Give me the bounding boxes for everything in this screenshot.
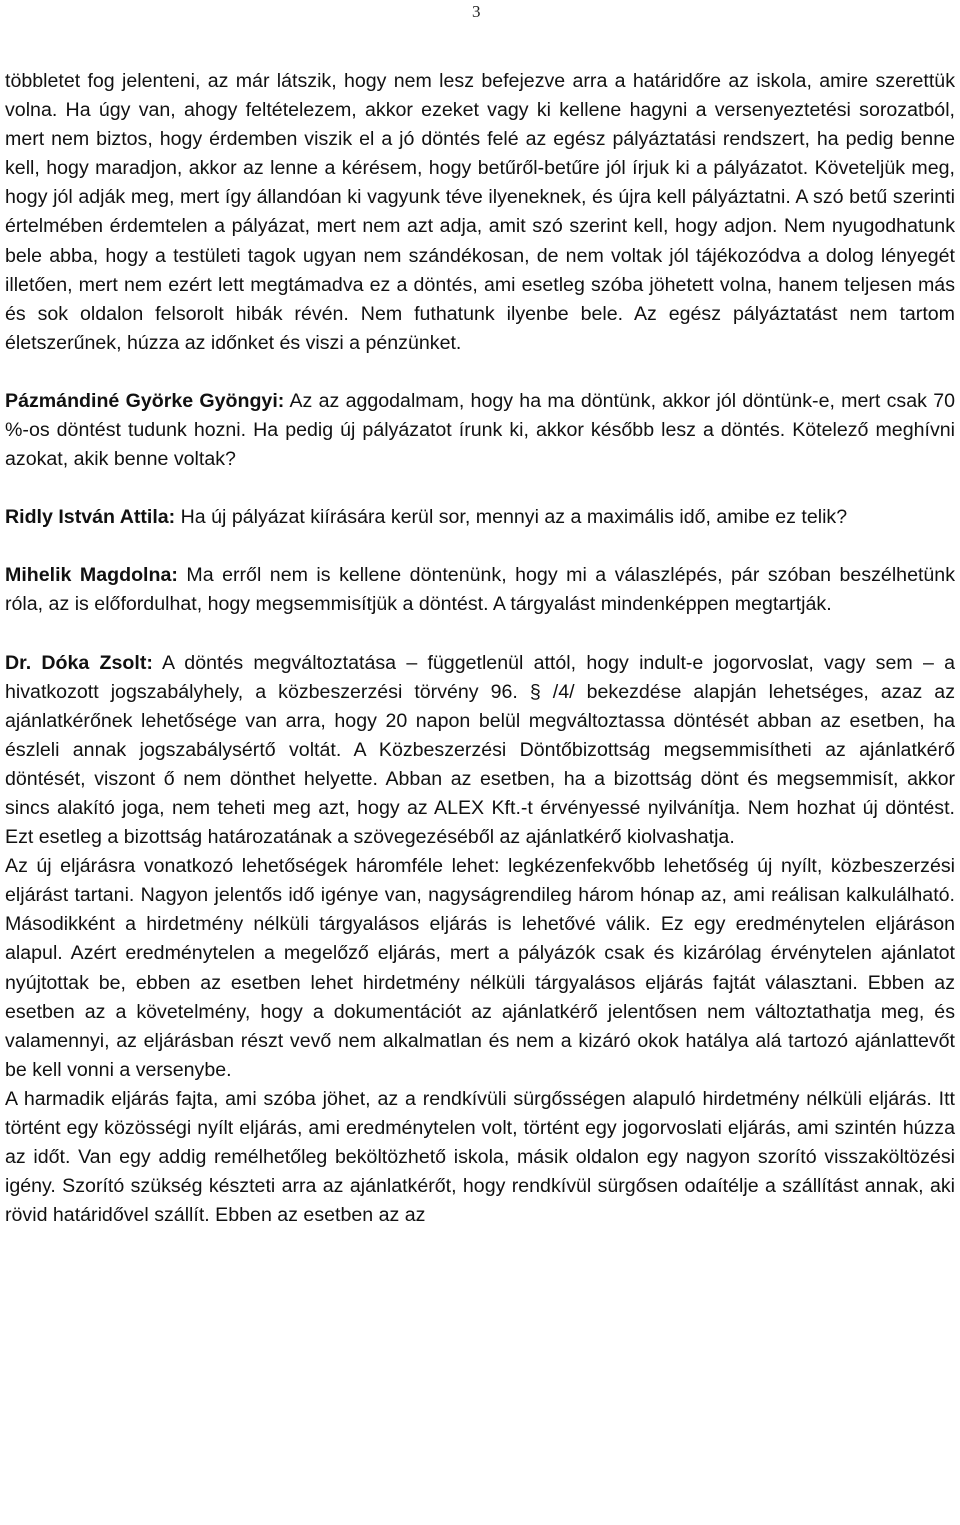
paragraph-mihelik (5, 561, 955, 619)
paragraph-text: Ha új pályázat kiírására kerül sor, mennyi az a maximális idő, amibe ez telik? (175, 506, 848, 529)
speaker-name: Mihelik Magdolna: (5, 564, 178, 587)
paragraph-third-procedure (5, 1085, 955, 1230)
paragraph-new-procedure (5, 852, 955, 1085)
page-number: 3 (472, 2, 481, 21)
document-body (5, 67, 955, 1230)
paragraph-doka (5, 649, 955, 853)
paragraph-ridly (5, 503, 955, 532)
paragraph-text: Az új eljárásra vonatkozó lehetőségek háromféle lehet: legkézenfekvőbb lehetőség új nyílt, közbeszerzési eljárást tartani. Nagyon jelentős idő igénye van, nagyságrendileg három hónap az, ami reálisan kalkulálható. Másodikként a hirdetmény nélküli tárgyalásos eljárás is lehetővé válik. Ez egy eredménytelen eljáráson alapul. Azért eredménytelen a megelőző eljárás, mert a pályázók csak és kizárólag érvénytelen ajánlatot nyújtottak be, ebben az esetben lehet hirdetmény nélküli tárgyalásos eljárás fajtát választani. Ebben az esetben az a követelmény, hogy a dokumentációt az ajánlatkérő jelentősen nem változtathatja meg, és valamennyi, az eljárásban részt vevő nem alkalmatlan és nem a kizáró okok hatálya alá tartozó ajánlattevőt be kell vonni a versenybe. (5, 855, 955, 1081)
paragraph-continuation (5, 67, 955, 358)
paragraph-text: többletet fog jelenteni, az már látszik, hogy nem lesz befejezve arra a határidőre az iskola, amire szerettük volna. Ha úgy van, ahogy feltételezem, akkor ezeket vagy ki kellene hagyni a versenyeztetési sorozatból, mert nem biztos, hogy érdemben viszik el a jó döntés felé az egész pályáztatási rendszert, ha pedig benne kell, hogy maradjon, akkor az lenne a kérésem, hogy betűről-betűre jól írjuk ki a pályázatot. Követeljük meg, hogy jól adják meg, mert így állandóan ki vagyunk téve ilyeneknek, és újra kell pályáztatni. A szó betű szerinti értelmében érdemtelen a pályázat, mert nem azt adja, amit szó szerint kell, hogy adjon. Nem nyugodhatunk bele abba, hogy a testületi tagok ugyan nem szándékosan, de nem voltak jól tájékozódva a dolog lényegét illetően, mert nem ezért lett megtámadva ez a döntés, ami esetleg szóba jöhetett volna, hanem teljesen más és sok oldalon felsorolt hibák révén. Nem futhatunk ilyenbe bele. Az egész pályáztatást nem tartom életszerűnek, húzza az időnket és viszi a pénzünket. (5, 70, 955, 354)
paragraph-pazmandine (5, 387, 955, 474)
paragraph-text: Ma erről nem is kellene döntenünk, hogy mi a válaszlépés, pár szóban beszélhetünk róla, az is előfordulhat, hogy megsemmisítjük a döntést. A tárgyalást mindenképpen megtartják. (5, 564, 956, 616)
speaker-name: Pázmándiné Györke Gyöngyi: (5, 389, 285, 412)
speaker-name: Ridly István Attila: (5, 506, 176, 529)
speaker-name: Dr. Dóka Zsolt: (5, 651, 153, 674)
paragraph-text: A döntés megváltoztatása – függetlenül attól, hogy indult-e jogorvoslat, vagy sem – a hivatkozott jogszabályhely, a közbeszerzési törvény 96. § /4/ bekezdése alapján lehetséges, azaz az ajánlatkérőnek lehetősége van arra, hogy 20 napon belül megváltoztassa döntését abban az esetben, ha észleli annak jogszabálysértő voltát. A Közbeszerzési Döntőbizottság megsemmisítheti az ajánlatkérő döntését, viszont ő nem dönthet helyette. Abban az esetben, ha a bizottság dönt és megsemmisít, akkor sincs alakító joga, nem teheti meg azt, hogy az ALEX Kft.-t érvényessé nyilvánítja. Nem hozhat új döntést. Ezt esetleg a bizottság határozatának a szövegezéséből az ajánlatkérő kiolvashatja. (5, 651, 955, 849)
paragraph-text: A harmadik eljárás fajta, ami szóba jöhet, az a rendkívüli sürgősségen alapuló hirdetmény nélküli eljárás. Itt történt egy közösségi nyílt eljárás, ami eredménytelen volt, történt egy jogorvoslati eljárás, ami szintén húzza az időt. Van egy addig remélhetőleg beköltözhető iskola, másik oldalon egy nagyon szorító visszaköltözési igény. Szorító szükség készteti arra az ajánlatkérőt, hogy rendkívül sürgősen odaítélje a szállítást annak, aki rövid határidővel szállít. Ebben az esetben az az (5, 1087, 955, 1227)
paragraph-text: Az az aggodalmam, hogy ha ma döntünk, akkor jól döntünk-e, mert csak 70 %-os döntést tudunk hozni. Ha pedig új pályázatot írunk ki, akkor később lesz a döntés. Kötelező meghívni azokat, akik benne voltak? (5, 389, 955, 471)
